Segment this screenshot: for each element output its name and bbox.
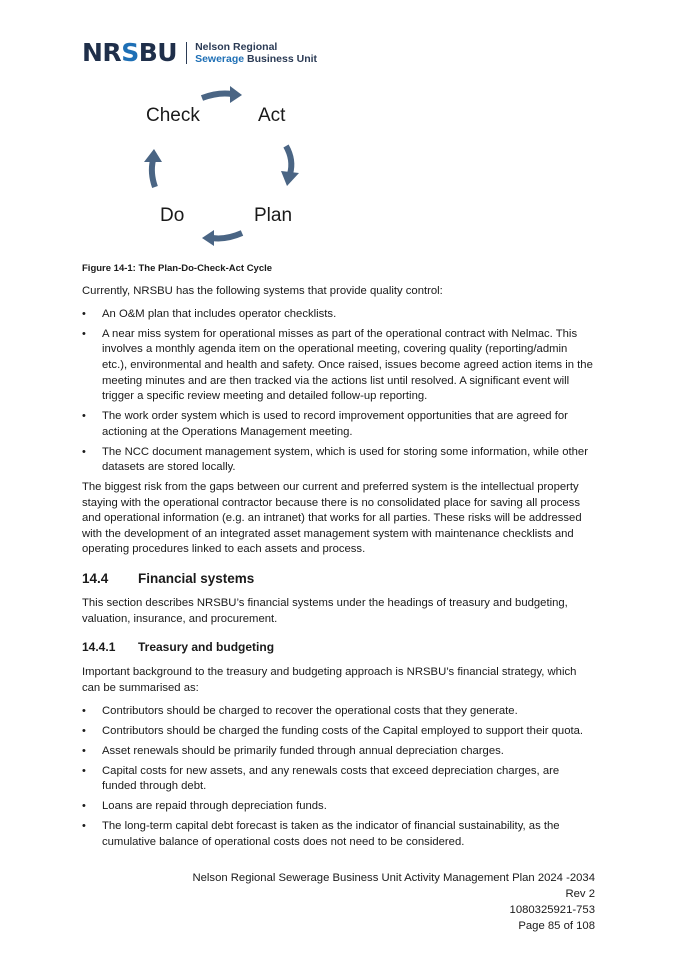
footer-page-number: Page 85 of 108 xyxy=(518,920,595,932)
logo-subtitle: Nelson Regional Sewerage Business Unit xyxy=(195,41,318,65)
footer-document-id: 1080325921-753 xyxy=(509,904,595,916)
arrow-check-to-act xyxy=(202,94,232,99)
footer-revision: Rev 2 xyxy=(565,888,595,900)
page-footer xyxy=(192,870,595,934)
financial-strategy-list xyxy=(82,704,594,855)
list-item: • A near miss system for operational misses as part of the operational contract with Nelmac. This involves a monthly agenda item on the operational meeting, covering quality (reporting/admin etc.), environmental and health and safety. Once raised, issues become agreed action items in the meeting minutes and are then tracked via the actions list until resolved. A significant event will trigger a specific review meeting and detailed follow-up reporting. xyxy=(82,327,594,405)
section-heading-14-4: 14.4 Financial systems xyxy=(82,571,255,586)
list-item: • The NCC document management system, which is used for storing some information, while other datasets are stored locally. xyxy=(82,445,594,476)
label-act: Act xyxy=(258,105,286,126)
financial-systems-paragraph: This section describes NRSBU’s financial systems under the headings of treasury and budgeting, valuation, insurance, and procurement. xyxy=(82,597,568,625)
label-plan: Plan xyxy=(254,205,293,226)
arrow-act-to-plan-head xyxy=(281,171,299,186)
logo-wordmark: NRSBU xyxy=(82,38,178,67)
label-check: Check xyxy=(146,105,200,126)
list-item: • Contributors should be charged the funding costs of the Capital employed to support their quota. xyxy=(82,724,594,740)
list-item: • Capital costs for new assets, and any renewals costs that exceed depreciation charges, are funded through debt. xyxy=(82,764,594,795)
footer-title: Nelson Regional Sewerage Business Unit Activity Management Plan 2024 -2034 xyxy=(192,872,595,884)
section-heading-14-4-1: 14.4.1 Treasury and budgeting xyxy=(82,640,275,654)
treasury-paragraph: Important background to the treasury and budgeting approach is NRSBU’s financial strategy, which can be summarised as: xyxy=(82,666,577,694)
risk-paragraph: The biggest risk from the gaps between our current and preferred system is the intellectual property staying with the operational contractor because there is no consolidated place for saving all process and operational information (e.g. an intranet) that works for all parties. These risks will be addressed with the development of an integrated asset management system with maintenance checklists and operating procedures linked to each assets and process. xyxy=(82,481,582,556)
list-item: • Contributors should be charged to recover the operational costs that they generate. xyxy=(82,704,594,720)
arrow-plan-to-do-head xyxy=(202,230,214,246)
nrsbu-logo xyxy=(82,38,317,68)
intro-paragraph: Currently, NRSBU has the following systems that provide quality control: xyxy=(82,285,443,297)
logo-divider xyxy=(186,42,187,64)
pdca-cycle-diagram xyxy=(120,80,330,250)
list-item: • The long-term capital debt forecast is taken as the indicator of financial sustainability, as the cumulative balance of operational costs does not need to be considered. xyxy=(82,819,594,850)
list-item: • Loans are repaid through depreciation funds. xyxy=(82,799,594,815)
arrow-do-to-check-head xyxy=(144,149,162,162)
arrow-act-to-plan xyxy=(286,146,291,174)
arrow-check-to-act-head xyxy=(230,86,242,103)
label-do: Do xyxy=(160,205,185,226)
list-item: • An O&M plan that includes operator checklists. xyxy=(82,307,594,323)
list-item: • Asset renewals should be primarily funded through annual depreciation charges. xyxy=(82,744,594,760)
arrow-do-to-check xyxy=(152,160,155,187)
quality-systems-list xyxy=(82,307,594,480)
arrow-plan-to-do xyxy=(212,233,242,238)
list-item: • The work order system which is used to record improvement opportunities that are agreed for actioning at the Operations Management meeting. xyxy=(82,409,594,440)
figure-caption: Figure 14-1: The Plan-Do-Check-Act Cycle xyxy=(82,263,273,274)
